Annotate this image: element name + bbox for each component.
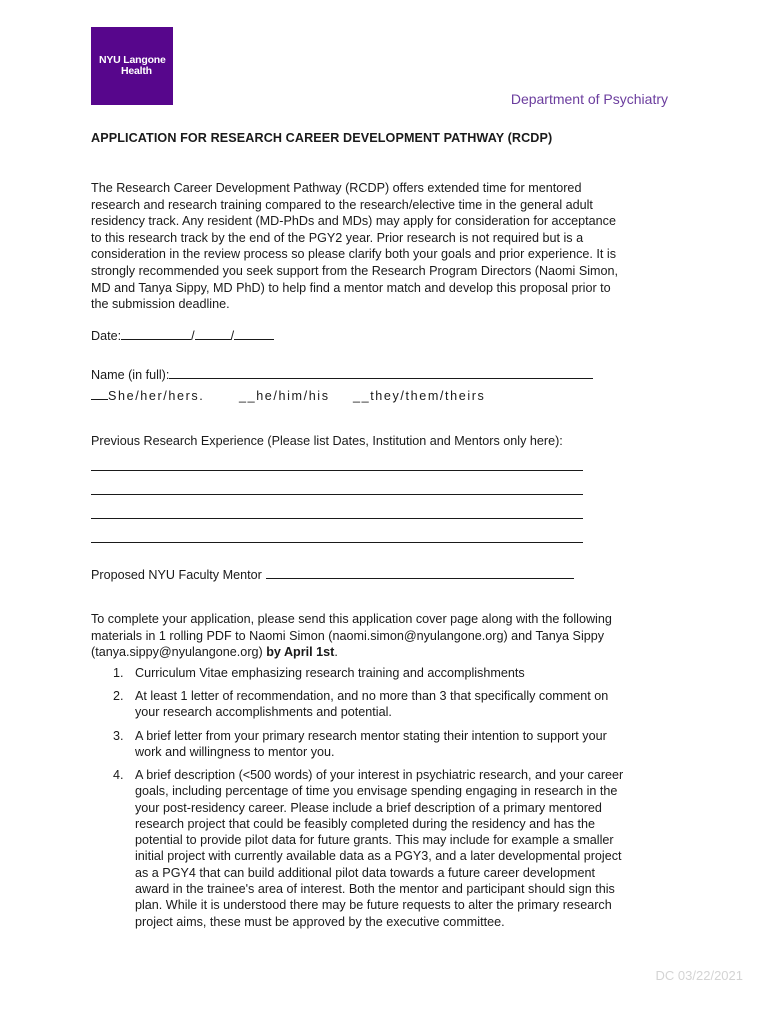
- list-line: work and willingness to mentor you.: [135, 745, 335, 760]
- instructions-paragraph: [91, 611, 681, 661]
- list-line: initial project with currently available data as a PGY3, and a later developmental project: [135, 849, 622, 864]
- previous-research-field-3[interactable]: [91, 518, 583, 519]
- intro-line: residency track. Any resident (MD-PhDs and MDs) may apply for consideration for acceptance: [91, 214, 616, 229]
- list-line: A brief letter from your primary research mentor stating their intention to support your: [135, 729, 607, 743]
- list-line: project aims, these must be approved by the executive committee.: [135, 914, 505, 929]
- intro-line: MD and Tanya Sippy, MD PhD) to help find a mentor match and develop this proposal prior to: [91, 280, 611, 295]
- mentor-field[interactable]: [266, 566, 574, 579]
- list-number: 4.: [113, 768, 124, 782]
- previous-research-field-2[interactable]: [91, 494, 583, 495]
- instructions-line: To complete your application, please send this application cover page along with the following: [91, 612, 612, 626]
- list-number: 1.: [113, 666, 124, 680]
- list-line: plan. While it is understood there may be future requests to alter the primary research: [135, 898, 612, 913]
- pronoun-option-she[interactable]: [91, 389, 205, 403]
- logo-line-2: Health: [121, 65, 152, 77]
- date-month-field[interactable]: [121, 327, 191, 340]
- pronoun-option-they[interactable]: __they/them/theirs: [353, 389, 486, 403]
- previous-research-label: Previous Research Experience (Please list Dates, Institution and Mentors only here):: [91, 434, 563, 448]
- intro-line: The Research Career Development Pathway (RCDP) offers extended time for mentored: [91, 181, 582, 195]
- name-label: Name (in full):: [91, 368, 170, 382]
- date-label: Date:: [91, 329, 122, 343]
- intro-line: strongly recommended you seek support from the Research Program Directors (Naomi Simon,: [91, 263, 619, 278]
- instructions-period: .: [334, 645, 338, 660]
- list-line: award in the trainee's area of interest. Both the mentor and participant should sign this: [135, 882, 615, 897]
- date-row: Date: / /: [91, 327, 274, 343]
- mentor-label: Proposed NYU Faculty Mentor: [91, 568, 262, 582]
- list-number: 2.: [113, 689, 124, 703]
- instructions-email: (tanya.sippy@nyulangone.org): [91, 645, 267, 660]
- date-day-field[interactable]: [195, 327, 231, 340]
- list-line: as a PGY4 that can build additional pilot data towards a future career development: [135, 865, 595, 880]
- mentor-row: [91, 566, 574, 582]
- pronoun-option-he[interactable]: __he/him/his: [239, 389, 330, 403]
- instructions-line: [91, 644, 681, 661]
- deadline-text: by April 1st: [266, 645, 335, 660]
- logo-line-1: NYU Langone: [99, 54, 166, 66]
- list-line: potential to provide pilot data for future grants. This may include for example a smaller: [135, 833, 614, 848]
- intro-line: consideration in the review process so please clarify both your goals and prior experience. It is: [91, 247, 617, 262]
- instructions-line: materials in 1 rolling PDF to Naomi Simon (naomi.simon@nyulangone.org) and Tanya Sippy: [91, 628, 605, 643]
- list-line: goals, including percentage of time you envisage spending engaging in research in the: [135, 784, 618, 799]
- page-title: APPLICATION FOR RESEARCH CAREER DEVELOPMENT PATHWAY (RCDP): [91, 131, 553, 145]
- list-line: A brief description (<500 words) of your interest in psychiatric research, and your career: [135, 768, 624, 782]
- nyu-langone-logo: [91, 27, 173, 105]
- list-line: Curriculum Vitae emphasizing research training and accomplishments: [135, 666, 525, 680]
- intro-line: research and research training compared to the research/elective time in the general adult: [91, 197, 593, 212]
- pronoun-she-blank[interactable]: [91, 389, 108, 400]
- list-line: research project that could be feasibly completed during the residency and has the: [135, 816, 595, 831]
- previous-research-field-1[interactable]: [91, 470, 583, 471]
- pronoun-she-label: She/her/hers.: [108, 389, 205, 403]
- intro-line: the submission deadline.: [91, 297, 230, 312]
- list-line: your post-residency career. Please include a brief description of a primary mentored: [135, 800, 602, 815]
- document-stamp: DC 03/22/2021: [655, 968, 743, 983]
- intro-line: to this research track by the end of the PGY2 year. Prior research is not required but is a: [91, 230, 584, 245]
- previous-research-field-4[interactable]: [91, 542, 583, 543]
- list-line: At least 1 letter of recommendation, and no more than 3 that specifically comment on: [135, 689, 609, 703]
- name-field[interactable]: [169, 366, 593, 379]
- intro-paragraph: [91, 180, 681, 313]
- list-line: your research accomplishments and potential.: [135, 705, 392, 720]
- name-row: [91, 366, 593, 382]
- department-name: Department of Psychiatry: [510, 91, 668, 107]
- list-number: 3.: [113, 729, 124, 743]
- date-year-field[interactable]: [234, 327, 274, 340]
